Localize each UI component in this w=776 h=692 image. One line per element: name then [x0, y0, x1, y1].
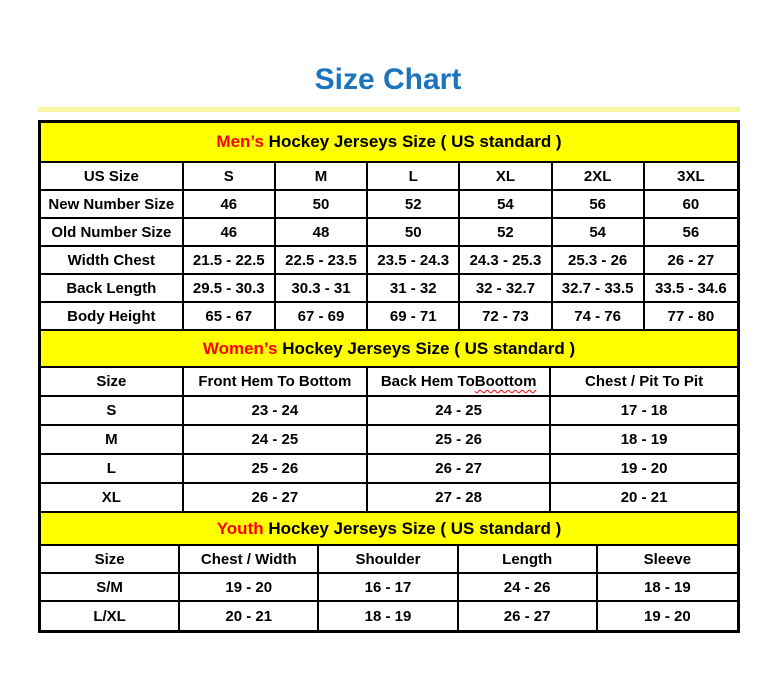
table-cell: 67 - 69	[276, 303, 368, 329]
womens-header-row	[41, 368, 737, 397]
table-cell: 26 - 27	[184, 484, 368, 511]
table-cell: 26 - 27	[667, 251, 715, 269]
table-cell: 27 - 28	[368, 484, 551, 511]
table-cell: 18 - 19	[643, 578, 691, 596]
header-cell: M	[276, 163, 368, 189]
table-cell: S	[41, 397, 184, 424]
table-cell: 25 - 26	[184, 455, 368, 482]
band-highlight-text: Men’s	[216, 132, 264, 151]
youth-table-row	[41, 602, 737, 630]
header-cell: Chest / Width	[180, 546, 319, 572]
table-cell: L	[41, 455, 184, 482]
table-cell: 18 - 19	[319, 602, 458, 630]
table-cell: 32.7 - 33.5	[553, 275, 645, 301]
table-cell: 24 - 25	[184, 426, 368, 453]
header-cell-text: Back Hem To	[380, 373, 475, 390]
table-cell: 19 - 20	[643, 607, 691, 625]
table-cell: 25.3 - 26	[553, 247, 645, 273]
table-cell: 17 - 18	[620, 402, 668, 419]
womens-table-row	[41, 484, 737, 513]
womens-table-row	[41, 426, 737, 455]
header-cell: Size	[41, 368, 184, 395]
table-cell: 24.3 - 25.3	[460, 247, 552, 273]
band-text: Hockey Jerseys Size ( US standard )	[263, 132, 562, 151]
band-highlight-text: Women’s	[202, 338, 278, 358]
table-cell: 50	[276, 191, 368, 217]
table-cell: 60	[682, 195, 700, 213]
section-band-youth	[41, 513, 737, 546]
table-cell: M	[41, 426, 184, 453]
table-cell: Width Chest	[41, 247, 184, 273]
table-cell: 54	[460, 191, 552, 217]
table-cell: 46	[184, 219, 276, 245]
youth-header-row	[41, 546, 737, 574]
section-band-mens	[41, 123, 737, 163]
header-cell: 3XL	[677, 167, 705, 185]
header-cell: Sleeve	[643, 550, 692, 568]
table-cell: 46	[184, 191, 276, 217]
table-cell: 21.5 - 22.5	[184, 247, 276, 273]
table-cell: 16 - 17	[319, 574, 458, 600]
table-cell: 18 - 19	[620, 431, 668, 448]
mens-table-row	[41, 219, 737, 247]
table-cell: 20 - 21	[180, 602, 319, 630]
table-cell: 74 - 76	[553, 303, 645, 329]
header-cell: Chest / Pit To Pit	[585, 373, 704, 390]
table-cell: 22.5 - 23.5	[276, 247, 368, 273]
table-cell: 23 - 24	[184, 397, 368, 424]
table-cell: 50	[368, 219, 460, 245]
table-cell: 48	[276, 219, 368, 245]
table-cell: 24 - 25	[368, 397, 551, 424]
table-cell: 65 - 67	[184, 303, 276, 329]
womens-table-row	[41, 397, 737, 426]
table-cell: XL	[41, 484, 184, 511]
table-cell: 52	[368, 191, 460, 217]
band-text: Hockey Jerseys Size ( US standard )	[263, 518, 562, 538]
womens-table-row	[41, 455, 737, 484]
table-cell: 24 - 26	[459, 574, 598, 600]
table-cell: 56	[682, 223, 700, 241]
size-table	[38, 120, 740, 633]
table-cell: 23.5 - 24.3	[368, 247, 460, 273]
mens-table-row	[41, 275, 737, 303]
mens-table-row	[41, 191, 737, 219]
table-cell: S/M	[41, 574, 180, 600]
header-cell: Front Hem To Bottom	[184, 368, 368, 395]
table-cell: 72 - 73	[460, 303, 552, 329]
table-cell: 19 - 20	[620, 460, 668, 477]
table-cell: 32 - 32.7	[460, 275, 552, 301]
header-cell: US Size	[41, 163, 184, 189]
header-cell: XL	[460, 163, 552, 189]
mens-table-row	[41, 247, 737, 275]
table-cell: Back Length	[41, 275, 184, 301]
misspelled-word: Boottom	[474, 373, 537, 390]
mens-header-row	[41, 163, 737, 191]
header-cell: L	[368, 163, 460, 189]
pale-highlight-strip	[38, 107, 740, 112]
table-cell: 25 - 26	[368, 426, 551, 453]
table-cell: 20 - 21	[620, 489, 668, 506]
header-cell: Shoulder	[319, 546, 458, 572]
section-band-womens	[41, 331, 737, 368]
table-cell: 30.3 - 31	[276, 275, 368, 301]
table-cell: L/XL	[41, 602, 180, 630]
table-cell: 77 - 80	[667, 307, 715, 325]
header-cell: Size	[41, 546, 180, 572]
table-cell: 29.5 - 30.3	[184, 275, 276, 301]
table-cell: 19 - 20	[180, 574, 319, 600]
band-highlight-text: Youth	[216, 518, 264, 538]
header-cell: S	[184, 163, 276, 189]
header-cell: Length	[459, 546, 598, 572]
mens-table-row	[41, 303, 737, 331]
table-cell: Old Number Size	[41, 219, 184, 245]
table-cell: New Number Size	[41, 191, 184, 217]
header-cell	[368, 368, 551, 395]
table-cell: 26 - 27	[459, 602, 598, 630]
table-cell: 56	[553, 191, 645, 217]
table-cell: 52	[460, 219, 552, 245]
table-cell: Body Height	[41, 303, 184, 329]
table-cell: 54	[553, 219, 645, 245]
table-cell: 69 - 71	[368, 303, 460, 329]
table-cell: 26 - 27	[368, 455, 551, 482]
band-text: Hockey Jerseys Size ( US standard )	[277, 338, 576, 358]
table-cell: 33.5 - 34.6	[655, 279, 727, 297]
table-cell: 31 - 32	[368, 275, 460, 301]
youth-table-row	[41, 574, 737, 602]
header-cell: 2XL	[553, 163, 645, 189]
page-title: Size Chart	[314, 63, 462, 96]
